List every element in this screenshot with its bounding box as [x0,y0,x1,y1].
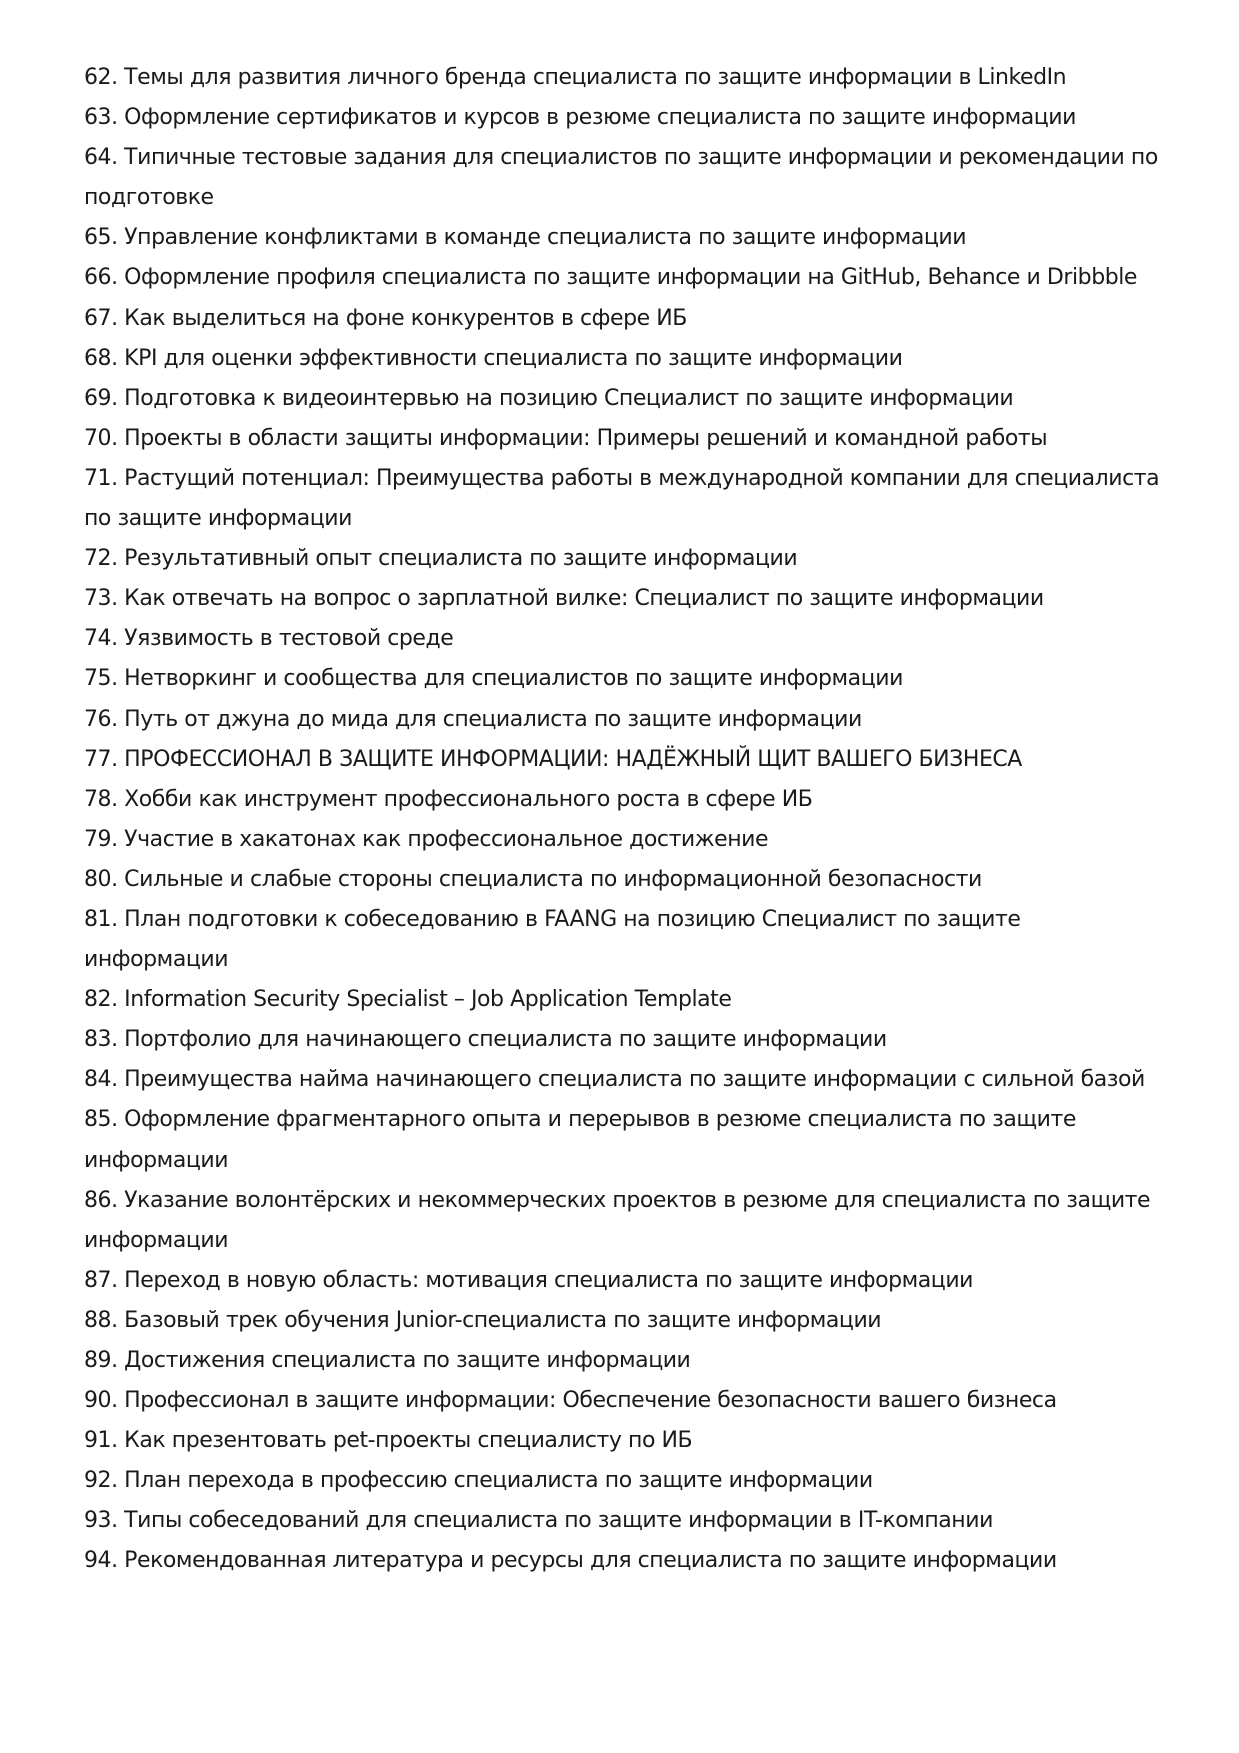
list-item: 64. Типичные тестовые задания для специалистов по защите информации и рекомендации по подготовке [84,145,1158,211]
list-item: 63. Оформление сертификатов и курсов в резюме специалиста по защите информации [84,105,1076,131]
list-item: 69. Подготовка к видеоинтервью на позицию Специалист по защите информации [84,385,1014,411]
list-item: 74. Уязвимость в тестовой среде [84,626,454,652]
list-item: 75. Нетворкинг и сообщества для специалистов по защите информации [84,666,903,692]
list-item: 88. Базовый трек обучения Junior-специалиста по защите информации [84,1307,882,1333]
list-item: 68. KPI для оценки эффективности специалиста по защите информации [84,345,903,371]
list-item: 72. Результативный опыт специалиста по защите информации [84,546,798,572]
list-item: 94. Рекомендованная литература и ресурсы для специалиста по защите информации [84,1548,1057,1574]
list-item: 80. Сильные и слабые стороны специалиста по информационной безопасности [84,866,982,892]
list-item: 77. ПРОФЕССИОНАЛ В ЗАЩИТЕ ИНФОРМАЦИИ: НАДЁЖНЫЙ ЩИТ ВАШЕГО БИЗНЕСА [84,746,1022,772]
list-item: 73. Как отвечать на вопрос о зарплатной вилке: Специалист по защите информации [84,586,1044,612]
list-item: 70. Проекты в области защиты информации: Примеры решений и командной работы [84,425,1048,451]
document-page [84,58,1164,1582]
list-item: 87. Переход в новую область: мотивация специалиста по защите информации [84,1267,974,1293]
list-item: 82. Information Security Specialist – Job Application Template [84,987,732,1013]
list-item: 85. Оформление фрагментарного опыта и перерывов в резюме специалиста по защите информации [84,1107,1076,1173]
list-item: 67. Как выделиться на фоне конкурентов в сфере ИБ [84,305,687,331]
list-item: 84. Преимущества найма начинающего специалиста по защите информации с сильной базой [84,1067,1145,1093]
list-item: 81. План подготовки к собеседованию в FAANG на позицию Специалист по защите информации [84,906,1021,973]
topic-list [84,58,1164,1582]
list-item: 83. Портфолио для начинающего специалиста по защите информации [84,1027,887,1053]
list-item: 65. Управление конфликтами в команде специалиста по защите информации [84,225,967,251]
list-item: 93. Типы собеседований для специалиста по защите информации в IT-компании [84,1508,993,1534]
list-item: 78. Хобби как инструмент профессионального роста в сфере ИБ [84,786,813,812]
list-item: 76. Путь от джуна до мида для специалиста по защите информации [84,706,862,732]
list-item: 79. Участие в хакатонах как профессиональное достижение [84,826,769,852]
list-item: 62. Темы для развития личного бренда специалиста по защите информации в LinkedIn [84,65,1067,90]
list-item: 86. Указание волонтёрских и некоммерческих проектов в резюме для специалиста по защите информации [84,1187,1151,1253]
list-item: 91. Как презентовать pet-проекты специалисту по ИБ [84,1428,693,1454]
list-item: 89. Достижения специалиста по защите информации [84,1348,691,1373]
list-item: 66. Оформление профиля специалиста по защите информации на GitHub, Behance и Dribbble [84,265,1137,291]
list-item: 90. Профессионал в защите информации: Обеспечение безопасности вашего бизнеса [84,1388,1057,1414]
list-item: 92. План перехода в профессию специалиста по защите информации [84,1468,873,1494]
list-item: 71. Растущий потенциал: Преимущества работы в международной компании для специалиста по защите информации [84,465,1160,532]
